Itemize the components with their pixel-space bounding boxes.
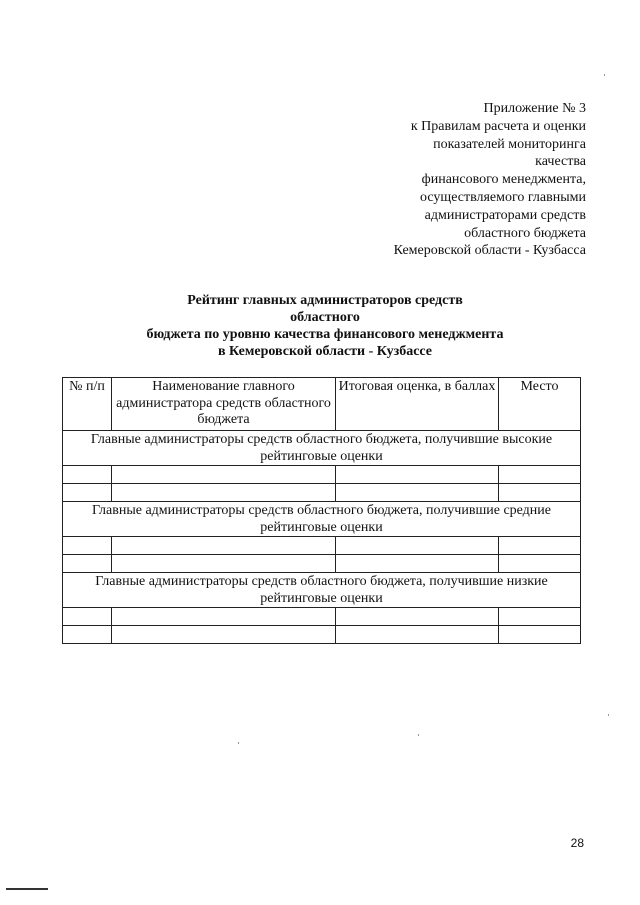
appendix-line: качества [535, 154, 586, 170]
scan-speck [604, 74, 605, 76]
table-cell [499, 555, 581, 573]
header-number: № п/п [63, 378, 112, 431]
header-administrator-name: Наименование главного администратора средств областного бюджета [112, 378, 336, 431]
table-cell [336, 608, 499, 626]
appendix-line: администраторами средств [424, 207, 586, 223]
header-place: Место [499, 378, 581, 431]
table-cell [63, 608, 112, 626]
table-row [63, 555, 581, 573]
table-cell [499, 626, 581, 644]
table-cell [112, 608, 336, 626]
group-label-low: Главные администраторы средств областного бюджета, получившие низкие рейтинговые оценки [63, 573, 581, 608]
group-label-medium: Главные администраторы средств областного бюджета, получившие средние рейтинговые оценки [63, 502, 581, 537]
group-label-high: Главные администраторы средств областного бюджета, получившие высокие рейтинговые оценки [63, 431, 581, 466]
appendix-line: областного бюджета [464, 225, 586, 241]
group-row-low [63, 573, 581, 608]
table-cell [112, 466, 336, 484]
group-row-high [63, 431, 581, 466]
scan-speck [238, 742, 239, 744]
table-cell [499, 608, 581, 626]
title-line: Рейтинг главных администраторов средств [187, 293, 463, 308]
table-cell [336, 555, 499, 573]
header-total-score: Итоговая оценка, в баллах [336, 378, 499, 431]
appendix-line: Приложение № 3 [483, 101, 586, 116]
table-cell [112, 484, 336, 502]
appendix-header [394, 100, 586, 260]
table-cell [499, 466, 581, 484]
appendix-line: показателей мониторинга [433, 136, 586, 152]
table-cell [112, 626, 336, 644]
scan-speck [608, 714, 609, 716]
table-row [63, 466, 581, 484]
rating-table [62, 377, 581, 644]
table-row [63, 626, 581, 644]
title-line: в Кемеровской области - Кузбассе [217, 344, 433, 359]
appendix-line: финансового менеджмента, [421, 172, 586, 188]
scan-mark [6, 888, 48, 890]
table-cell [499, 537, 581, 555]
title-line: бюджета по уровню качества финансового менеджмента [146, 327, 504, 342]
title-line: областного [290, 310, 360, 325]
appendix-line: осуществляемого главными [420, 189, 586, 205]
table-cell [336, 484, 499, 502]
table-cell [63, 555, 112, 573]
table-cell [63, 484, 112, 502]
table-cell [112, 537, 336, 555]
page-number: 28 [570, 836, 584, 850]
table-cell [63, 626, 112, 644]
appendix-line: Кемеровской области - Кузбасса [393, 243, 586, 259]
table-row [63, 608, 581, 626]
table-header-row [63, 378, 581, 431]
group-row-medium [63, 502, 581, 537]
table-cell [336, 626, 499, 644]
document-title [110, 292, 540, 360]
table-row [63, 484, 581, 502]
table-row [63, 537, 581, 555]
table-cell [499, 484, 581, 502]
appendix-line: к Правилам расчета и оценки [410, 118, 586, 134]
table-cell [63, 537, 112, 555]
table-cell [336, 466, 499, 484]
scan-speck [418, 734, 419, 736]
table-cell [336, 537, 499, 555]
table-cell [112, 555, 336, 573]
table-cell [63, 466, 112, 484]
